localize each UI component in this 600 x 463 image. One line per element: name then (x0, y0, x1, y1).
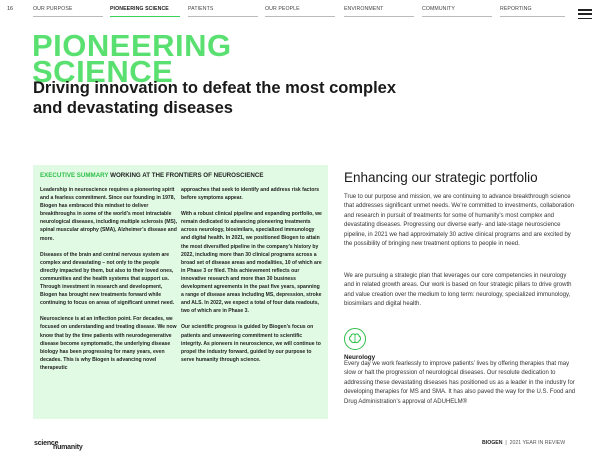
footer-separator: | (503, 440, 509, 446)
nav-environment[interactable]: ENVIRONMENT (344, 6, 384, 12)
footer-company: BIOGEN (482, 440, 503, 446)
nav-underline (344, 16, 414, 17)
nav-our-purpose[interactable]: OUR PURPOSE (33, 6, 73, 12)
paragraph: We are pursuing a strategic plan that leverages our core competencies in neurology and in related growth areas. Our work is based on four strategic pillars to drive growth and value creation over the medium to long term: neurology, specialized immunology, biosimilars and digital health. (344, 273, 572, 308)
logo-line2: humanity (53, 444, 83, 451)
paragraph: True to our purpose and mission, we are continuing to advance breakthrough science that addresses significant unmet needs. We’re committed to investments, collaboration and research in pursuit of treatments for some of humanity’s most complex and devastating diseases. Progressing our diverse early- and late-stage neuroscience pipeline, in 2021 we had approximately 30 active clinical programs and are excited by the possibility of bringing new treatment options to people in need. (344, 194, 575, 248)
exec-paragraph: Neuroscience is at an inflection point. For decades, we focused on understanding and treating disease. We now know that by the time patients with neurodegenerative disease become symptomatic, the underlying disease biology has been progressing for many years, even decades. This is why Biogen is advancing novel therapeutic (40, 316, 177, 371)
executive-summary-title: WORKING AT THE FRONTIERS OF NEUROSCIENCE (110, 172, 264, 179)
nav-patients[interactable]: PATIENTS (188, 6, 214, 12)
exec-paragraph: Our scientific progress is guided by Biogen’s focus on patients and unwavering commitment to scientific integrity. As pioneers in neuroscience, we will continue to propel the industry forward, guided by our purpose to serve humanity through science. (181, 324, 321, 363)
section-title-line2: SCIENCE (32, 54, 174, 89)
nav-underline (265, 16, 335, 17)
nav-underline (188, 16, 258, 17)
nav-community[interactable]: COMMUNITY (422, 6, 455, 12)
hamburger-menu-icon[interactable] (578, 9, 592, 22)
footer-report: 2021 YEAR IN REVIEW (509, 440, 566, 446)
neurology-label: Neurology (344, 354, 376, 361)
nav-pioneering-science[interactable]: PIONEERING SCIENCE (110, 6, 169, 12)
portfolio-paragraph-3 (344, 360, 576, 407)
exec-paragraph: Diseases of the brain and central nervous system are complex and devastating – not only to the people directly impacted by them, but also to their loved ones, communities and the health systems that support us. Through investment in research and development, Biogen has brought new treatments forward while continuing to focus on areas of significant unmet need. (40, 251, 175, 307)
nav-underline (33, 16, 103, 17)
page-number: 16 (7, 6, 14, 12)
executive-summary-heading (40, 172, 263, 179)
nav-underline-active (110, 16, 180, 18)
footer-report-title (482, 440, 565, 446)
exec-paragraph: Leadership in neuroscience requires a pioneering spirit and a fearless commitment. Since our founding in 1978, Biogen has embraced this mindset to deliver breakthroughs in some of the world’s most intractable neurological diseases, including multiple sclerosis (MS), spinal muscular atrophy (SMA), Alzheimer’s disease and more. (40, 187, 177, 242)
paragraph: Every day we work fearlessly to improve patients’ lives by offering therapies that may slow or halt the progression of neurological diseases. Our resolute dedication to addressing these devastating diseases has positioned us as a leader in the industry for developing therapies for MS and SMA. It has also paved the way for the U.S. Food and Drug Administration’s approval of ADUHELM® (344, 361, 576, 405)
nav-underline (500, 16, 565, 17)
section-title-line1: PIONEERING (32, 28, 232, 63)
exec-paragraph: With a robust clinical pipeline and expanding portfolio, we remain dedicated to advancing pioneering treatments across neurology, biosimilars, specialized immunology and digital health. In 2021, we positioned Biogen to attain the most diversified pipeline in the company’s history by 2022, including more than 30 clinical programs across a broad set of disease areas and modalities, 10 of which are in Phase 3 or filed. This achievement reflects our innovative research and more than 30 business development agreements in the past five years, spanning a range of disease areas including MS, depression, stroke and ALS. In 2022, we expect a total of four data readouts, two of which are in Phase 3. (181, 211, 322, 315)
logo-line1: science (34, 440, 59, 447)
executive-summary-column-2 (181, 186, 323, 372)
portfolio-paragraph-1 (344, 193, 576, 249)
portfolio-heading: Enhancing our strategic portfolio (344, 170, 538, 185)
brain-icon (344, 328, 366, 350)
nav-our-people[interactable]: OUR PEOPLE (265, 6, 300, 12)
exec-paragraph: approaches that seek to identify and address risk factors before symptoms appear. (181, 187, 320, 202)
nav-reporting[interactable]: REPORTING (500, 6, 532, 12)
portfolio-paragraph-2 (344, 272, 576, 310)
executive-summary-column-1 (40, 186, 178, 380)
executive-summary-label: EXECUTIVE SUMMARY (40, 172, 109, 179)
logo-second-line (53, 444, 83, 451)
nav-underline (422, 16, 492, 17)
page-headline: Driving innovation to defeat the most complex and devastating diseases (33, 79, 397, 117)
